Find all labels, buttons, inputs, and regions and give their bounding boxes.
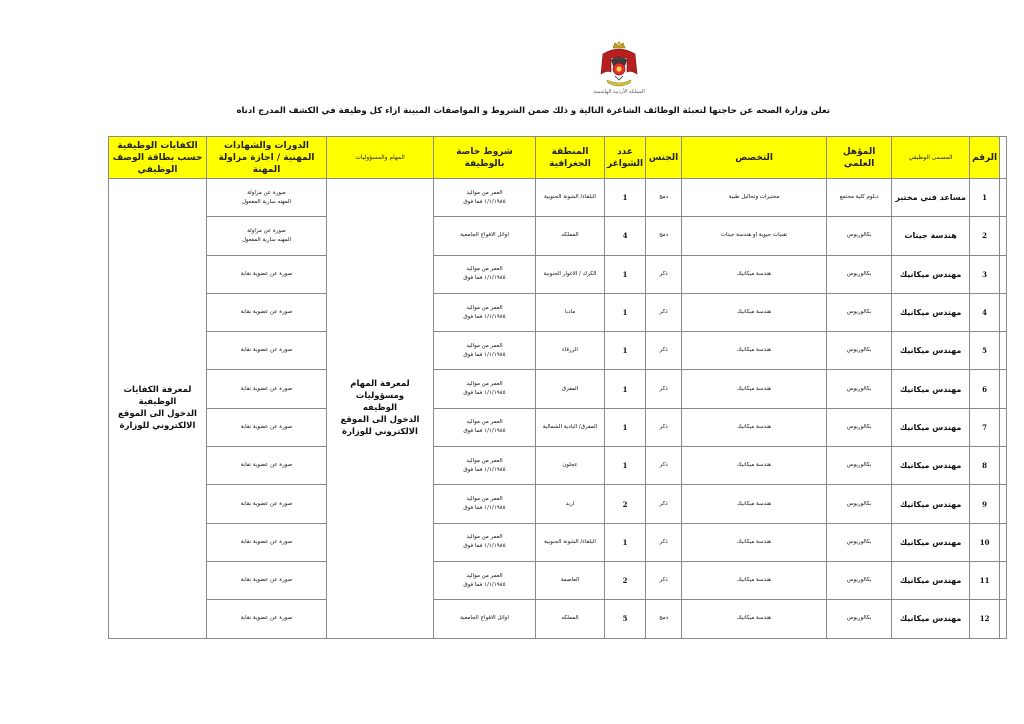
cell-number: 1 — [970, 179, 1000, 217]
condition-line-1: العمر من مواليد — [466, 342, 503, 349]
cell-qualification: بكالوريوس — [827, 447, 892, 485]
announcement-text: تعلن وزارة الصحه عن حاجتها لتعبئة الوظائف الشاغرة التالية و ذلك ضمن الشروط و المواصفات المبينة ازاء كل وظيفة في الكشف المدرج ادناه — [236, 106, 830, 116]
cell-gender: دمج — [646, 179, 682, 217]
condition-line-2: ١/١/١٩٨٥ فما فوق — [463, 275, 506, 282]
cell-region: المملكه — [536, 600, 605, 638]
cell-number: 4 — [970, 293, 1000, 331]
cell-special-conditions — [434, 332, 536, 370]
cell-gender: ذكر — [646, 561, 682, 599]
condition-line-1: اوائل الافواج الجامعية — [460, 232, 509, 239]
cell-region: المفرق/ البادية الشمالية — [536, 408, 605, 446]
course-line-1: صورة عن عضوية نقابة — [240, 577, 293, 584]
condition-line-1: العمر من مواليد — [466, 572, 503, 579]
cell-courses — [207, 179, 327, 217]
cell-region: الكرك / الاغوار الجنوبية — [536, 255, 605, 293]
cell-job-title: مهندس ميكانيك — [892, 332, 970, 370]
cell-qualification: بكالوريوس — [827, 217, 892, 255]
table-row — [109, 600, 1007, 638]
condition-line-1: اوائل الافواج الجامعية — [460, 615, 509, 622]
cell-vacancies: 2 — [605, 485, 646, 523]
cell-region: مادبا — [536, 293, 605, 331]
cell-job-title: مهندس ميكانيك — [892, 293, 970, 331]
cell-special-conditions — [434, 408, 536, 446]
cell-region: البلقاء/ الشونة الجنوبية — [536, 179, 605, 217]
condition-line-2: ١/١/١٩٨٥ فما فوق — [463, 505, 506, 512]
course-line-1: صورة عن عضوية نقابة — [240, 462, 293, 469]
table-row — [109, 561, 1007, 599]
condition-line-2: ١/١/١٩٨٥ فما فوق — [463, 313, 506, 320]
course-line-1: صورة عن عضوية نقابة — [240, 500, 293, 507]
cell-gender: ذكر — [646, 523, 682, 561]
cell-qualification: بكالوريوس — [827, 370, 892, 408]
course-line-1: صورة عن مزاولة — [247, 227, 286, 234]
cell-spacer — [1000, 561, 1007, 599]
condition-line-1: العمر من مواليد — [466, 457, 503, 464]
cell-number: 11 — [970, 561, 1000, 599]
cell-vacancies: 1 — [605, 255, 646, 293]
cell-specialization: هندسة ميكانيك — [682, 255, 827, 293]
cell-specialization: هندسة ميكانيك — [682, 561, 827, 599]
course-line-1: صورة عن عضوية نقابة — [240, 270, 293, 277]
cell-gender: ذكر — [646, 332, 682, 370]
course-line-1: صورة عن عضوية نقابة — [240, 347, 293, 354]
header-special-conditions: شروط خاصة بالوظيفة — [434, 137, 536, 179]
cell-qualification: بكالوريوس — [827, 255, 892, 293]
cell-job-title: مهندس ميكانيك — [892, 485, 970, 523]
course-line-1: صورة عن عضوية نقابة — [240, 385, 293, 392]
cell-region: الزرقاء — [536, 332, 605, 370]
cell-job-title: مهندس ميكانيك — [892, 600, 970, 638]
cell-gender: ذكر — [646, 485, 682, 523]
cell-region: عجلون — [536, 447, 605, 485]
cell-spacer — [1000, 332, 1007, 370]
table-row — [109, 179, 1007, 217]
condition-line-2: ١/١/١٩٨٥ فما فوق — [463, 543, 506, 550]
table-row — [109, 447, 1007, 485]
cell-courses — [207, 217, 327, 255]
cell-spacer — [1000, 408, 1007, 446]
tasks-text-line1: لمعرفة المهام ومسؤوليات — [350, 379, 410, 402]
cell-special-conditions — [434, 447, 536, 485]
condition-line-2: ١/١/١٩٨٥ فما فوق — [463, 351, 506, 358]
cell-gender: دمج — [646, 600, 682, 638]
course-line-1: صورة عن عضوية نقابة — [240, 309, 293, 316]
cell-vacancies: 1 — [605, 370, 646, 408]
condition-line-2: ١/١/١٩٨٥ فما فوق — [463, 428, 506, 435]
cell-qualification: بكالوريوس — [827, 600, 892, 638]
cell-spacer — [1000, 600, 1007, 638]
table-header-row — [109, 137, 1007, 179]
cell-spacer — [1000, 370, 1007, 408]
cell-spacer — [1000, 447, 1007, 485]
header-specialization: التخصص — [682, 137, 827, 179]
table-row — [109, 293, 1007, 331]
header-spacer — [1000, 137, 1007, 179]
cell-number: 2 — [970, 217, 1000, 255]
cell-vacancies: 1 — [605, 523, 646, 561]
cell-special-conditions — [434, 561, 536, 599]
condition-line-1: العمر من مواليد — [466, 266, 503, 273]
cell-number: 6 — [970, 370, 1000, 408]
cell-job-title: مساعد فني مختبر — [892, 179, 970, 217]
cell-gender: ذكر — [646, 255, 682, 293]
cell-courses — [207, 408, 327, 446]
cell-job-title: مهندس ميكانيك — [892, 255, 970, 293]
cell-spacer — [1000, 255, 1007, 293]
condition-line-2: ١/١/١٩٨٥ فما فوق — [463, 466, 506, 473]
cell-specialization: تقنيات حيوية او هندسة جينات — [682, 217, 827, 255]
cell-number: 12 — [970, 600, 1000, 638]
cell-job-title: مهندس ميكانيك — [892, 370, 970, 408]
tasks-text-line2: الوظيفه — [362, 403, 398, 414]
header-tasks: المهام والمسؤوليات — [327, 137, 434, 179]
cell-vacancies: 1 — [605, 293, 646, 331]
cell-specialization: هندسة ميكانيك — [682, 523, 827, 561]
cell-gender: ذكر — [646, 370, 682, 408]
cell-vacancies: 1 — [605, 447, 646, 485]
cell-courses — [207, 332, 327, 370]
cell-region: البلقاء/ الشونة الجنوبية — [536, 523, 605, 561]
cell-special-conditions — [434, 485, 536, 523]
cell-courses — [207, 447, 327, 485]
cell-number: 5 — [970, 332, 1000, 370]
cell-courses — [207, 293, 327, 331]
condition-line-2: ١/١/١٩٨٥ فما فوق — [463, 198, 506, 205]
cell-number: 8 — [970, 447, 1000, 485]
cell-qualification: دبلوم كلية مجتمع — [827, 179, 892, 217]
cell-specialization: هندسة ميكانيك — [682, 332, 827, 370]
condition-line-1: العمر من مواليد — [466, 419, 503, 426]
condition-line-1: العمر من مواليد — [466, 496, 503, 503]
cell-spacer — [1000, 217, 1007, 255]
course-line-1: صورة عن مزاولة — [247, 189, 286, 196]
header-job-title: المسمى الوظيفي — [892, 137, 970, 179]
cell-region: المفرق — [536, 370, 605, 408]
header-region: المنطقة الجغرافية — [536, 137, 605, 179]
table-row — [109, 485, 1007, 523]
cell-special-conditions — [434, 179, 536, 217]
cell-special-conditions — [434, 370, 536, 408]
competencies-text-line3: الالكتروني للوزارة — [119, 421, 196, 432]
cell-vacancies: 1 — [605, 408, 646, 446]
header-competencies: الكفايات الوظيفية حسب بطاقة الوصف الوظيفي — [109, 137, 207, 179]
table-row — [109, 370, 1007, 408]
cell-specialization: هندسة ميكانيك — [682, 447, 827, 485]
cell-vacancies: 2 — [605, 561, 646, 599]
jordan-coat-of-arms-icon — [597, 40, 641, 92]
condition-line-2: ١/١/١٩٨٥ فما فوق — [463, 390, 506, 397]
course-line-2: المهنه سارية المفعول — [241, 198, 292, 205]
condition-line-1: العمر من مواليد — [466, 381, 503, 388]
cell-specialization: هندسة ميكانيك — [682, 485, 827, 523]
cell-courses — [207, 561, 327, 599]
course-line-2: المهنه سارية المفعول — [241, 236, 292, 243]
cell-spacer — [1000, 293, 1007, 331]
cell-specialization: مختبرات وتحاليل طبية — [682, 179, 827, 217]
cell-courses — [207, 600, 327, 638]
cell-qualification: بكالوريوس — [827, 523, 892, 561]
header-courses: الدورات والشهادات المهنية / اجازة مزاولة المهنة — [207, 137, 327, 179]
cell-gender: ذكر — [646, 408, 682, 446]
table-row — [109, 217, 1007, 255]
cell-vacancies: 1 — [605, 332, 646, 370]
cell-region: المملكه — [536, 217, 605, 255]
table-row — [109, 523, 1007, 561]
emblem-caption: المملكة الأردنية الهاشمية — [593, 89, 645, 95]
cell-number: 3 — [970, 255, 1000, 293]
cell-specialization: هندسة ميكانيك — [682, 408, 827, 446]
cell-spacer — [1000, 485, 1007, 523]
cell-qualification: بكالوريوس — [827, 408, 892, 446]
cell-qualification: بكالوريوس — [827, 485, 892, 523]
header-gender: الجنس — [646, 137, 682, 179]
cell-gender: دمج — [646, 217, 682, 255]
cell-job-title: هندسة جينات — [892, 217, 970, 255]
cell-special-conditions — [434, 255, 536, 293]
header-vacancies: عدد الشواغر — [605, 137, 646, 179]
tasks-text-line4: الالكتروني للوزارة — [342, 427, 418, 438]
vacancies-table — [108, 136, 1007, 639]
cell-number: 9 — [970, 485, 1000, 523]
cell-vacancies: 5 — [605, 600, 646, 638]
condition-line-1: العمر من مواليد — [466, 304, 503, 311]
condition-line-1: العمر من مواليد — [466, 534, 503, 541]
table-row — [109, 408, 1007, 446]
tasks-text-line3: الدخول الى الموقع — [340, 415, 420, 426]
cell-job-title: مهندس ميكانيك — [892, 408, 970, 446]
cell-gender: ذكر — [646, 447, 682, 485]
condition-line-2: ١/١/١٩٨٥ فما فوق — [463, 581, 506, 588]
cell-courses — [207, 485, 327, 523]
cell-region: العاصمة — [536, 561, 605, 599]
cell-spacer — [1000, 179, 1007, 217]
cell-number: 7 — [970, 408, 1000, 446]
cell-special-conditions — [434, 600, 536, 638]
table-row — [109, 332, 1007, 370]
cell-number: 10 — [970, 523, 1000, 561]
cell-job-title: مهندس ميكانيك — [892, 447, 970, 485]
header-qualification: المؤهل العلمي — [827, 137, 892, 179]
cell-qualification: بكالوريوس — [827, 561, 892, 599]
cell-qualification: بكالوريوس — [827, 293, 892, 331]
cell-specialization: هندسة ميكانيك — [682, 370, 827, 408]
cell-competencies-merged — [109, 179, 207, 639]
cell-spacer — [1000, 523, 1007, 561]
table-row — [109, 255, 1007, 293]
course-line-1: صورة عن عضوية نقابة — [240, 423, 293, 430]
cell-vacancies: 4 — [605, 217, 646, 255]
cell-courses — [207, 255, 327, 293]
cell-gender: ذكر — [646, 293, 682, 331]
cell-special-conditions — [434, 293, 536, 331]
competencies-text-line2: الدخول الى الموقع — [118, 409, 197, 420]
course-line-1: صورة عن عضوية نقابة — [240, 538, 293, 545]
cell-special-conditions — [434, 217, 536, 255]
cell-tasks-merged — [327, 179, 434, 639]
condition-line-1: العمر من مواليد — [466, 189, 503, 196]
cell-specialization: هندسة ميكانيك — [682, 293, 827, 331]
course-line-1: صورة عن عضوية نقابة — [240, 615, 293, 622]
cell-job-title: مهندس ميكانيك — [892, 561, 970, 599]
cell-qualification: بكالوريوس — [827, 332, 892, 370]
competencies-text-line1: لمعرفة الكفايات الوظيفية — [123, 385, 192, 408]
cell-special-conditions — [434, 523, 536, 561]
header-number: الرقم — [970, 137, 1000, 179]
cell-courses — [207, 370, 327, 408]
cell-specialization: هندسة ميكانيك — [682, 600, 827, 638]
cell-vacancies: 1 — [605, 179, 646, 217]
cell-region: اربد — [536, 485, 605, 523]
cell-job-title: مهندس ميكانيك — [892, 523, 970, 561]
cell-courses — [207, 523, 327, 561]
